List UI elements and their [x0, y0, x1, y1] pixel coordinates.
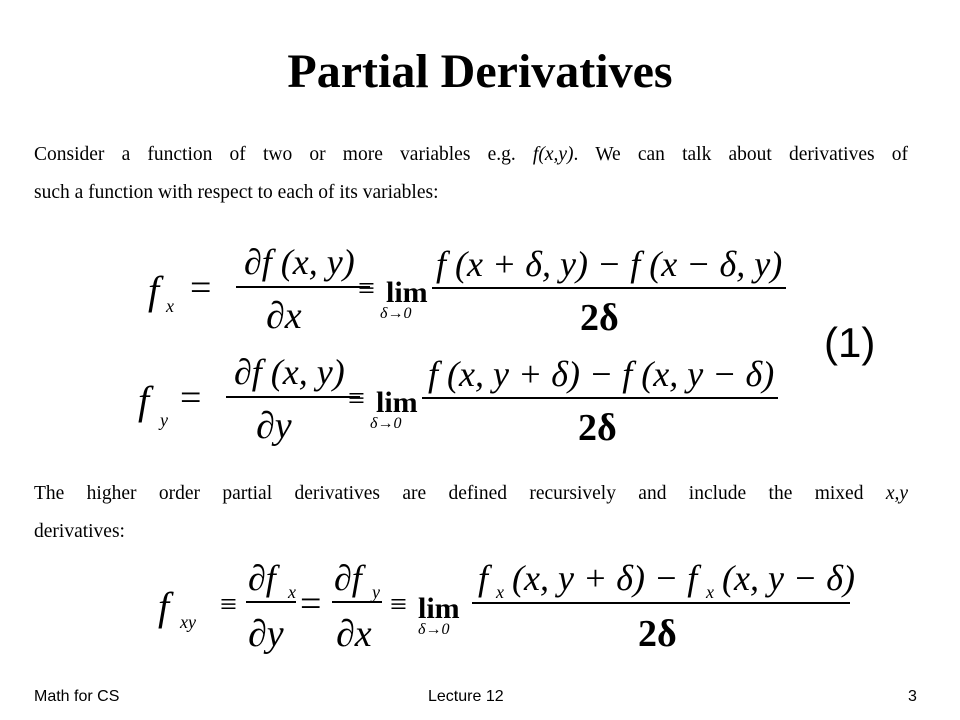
- function-notation: f(x,y): [532, 144, 574, 165]
- eq-fxy-diff-denominator: 2δ: [638, 613, 677, 655]
- eq-fx-equiv: ≡: [358, 272, 375, 305]
- eq-fxy-diff-numerator-end: (x, y − δ): [722, 558, 855, 598]
- eq-fy-diff-numerator: f (x, y + δ) − f (x, y − δ): [428, 354, 775, 394]
- eq-fx-partial-denominator: ∂x: [266, 295, 302, 337]
- eq-fxy-diff-numerator-sub2: x: [706, 582, 714, 602]
- eq-fy-equals: =: [180, 377, 202, 419]
- eq-fxy-diff-numerator-f1: f: [478, 558, 489, 598]
- eq-fy-partial-numerator: ∂f (x, y): [234, 352, 345, 392]
- eq-fxy-diff-numerator-sub1: x: [496, 582, 504, 602]
- eq-fxy-frac1-numerator-sub: x: [288, 582, 296, 602]
- eq-fy-lim-sub: δ→0: [370, 415, 402, 432]
- eq-fxy-lhs-f: f: [158, 584, 170, 629]
- intro-line-1: [34, 136, 908, 174]
- eq-fxy-diff-numerator-mid: (x, y + δ) − f: [512, 558, 698, 598]
- eq-fxy-frac2-numerator-sub: y: [372, 582, 380, 602]
- eq-fxy-frac2-numerator: ∂f: [334, 558, 362, 598]
- eq-fxy-equiv-2: ≡: [390, 588, 407, 621]
- higher-line-2: derivatives:: [34, 521, 125, 542]
- eq-fx-lhs-f: f: [148, 268, 160, 313]
- eq-fy-equiv: ≡: [348, 382, 365, 415]
- eq-fxy-frac2-denominator: ∂x: [336, 613, 372, 655]
- eq-fy-lim: lim: [376, 386, 418, 419]
- eq-fxy-equiv-1: ≡: [220, 588, 237, 621]
- intro-text-start: Consider a function of two or more variables e.g.: [34, 144, 533, 165]
- eq-fy-partial-denominator: ∂y: [256, 405, 292, 447]
- eq-fxy-lim: lim: [418, 592, 460, 625]
- footer-page-number: 3: [908, 688, 917, 705]
- slide-title: Partial Derivatives: [287, 45, 673, 98]
- intro-paragraph: [34, 136, 908, 212]
- eq-fy-diff-denominator: 2δ: [578, 407, 617, 449]
- eq-fx-lhs-sub: x: [166, 296, 174, 316]
- higher-order-paragraph: [34, 475, 908, 551]
- equation-fx: [140, 238, 800, 338]
- intro-text-end: . We can talk about derivatives of: [573, 144, 908, 165]
- footer-lecture: Lecture 12: [428, 688, 504, 705]
- eq-fxy-lim-sub: δ→0: [418, 621, 450, 638]
- equation-fxy: [150, 552, 870, 662]
- eq-fx-lim-sub: δ→0: [380, 305, 412, 322]
- eq-fx-partial-numerator: ∂f (x, y): [244, 242, 355, 282]
- intro-line-2: such a function with respect to each of its variables:: [34, 182, 439, 203]
- footer-course: Math for CS: [34, 688, 120, 705]
- eq-fy-lhs-f: f: [138, 378, 150, 423]
- equation-fy: [130, 348, 790, 448]
- eq-fxy-equals: =: [300, 583, 322, 625]
- eq-fxy-frac1-numerator: ∂f: [248, 558, 276, 598]
- eq-fx-diff-denominator: 2δ: [580, 297, 619, 339]
- equation-number: (1): [824, 319, 876, 366]
- higher-text: The higher order partial derivatives are defined recursively and include the mixed: [34, 483, 886, 504]
- eq-fy-lhs-sub: y: [160, 410, 168, 430]
- eq-fxy-frac1-denominator: ∂y: [248, 613, 284, 655]
- eq-fx-equals: =: [190, 267, 212, 309]
- eq-fx-diff-numerator: f (x + δ, y) − f (x − δ, y): [436, 244, 783, 284]
- mixed-variables: x,y: [885, 483, 908, 504]
- eq-fxy-lhs-sub: xy: [180, 612, 196, 632]
- higher-line-1: [34, 475, 908, 513]
- eq-fx-lim: lim: [386, 276, 428, 309]
